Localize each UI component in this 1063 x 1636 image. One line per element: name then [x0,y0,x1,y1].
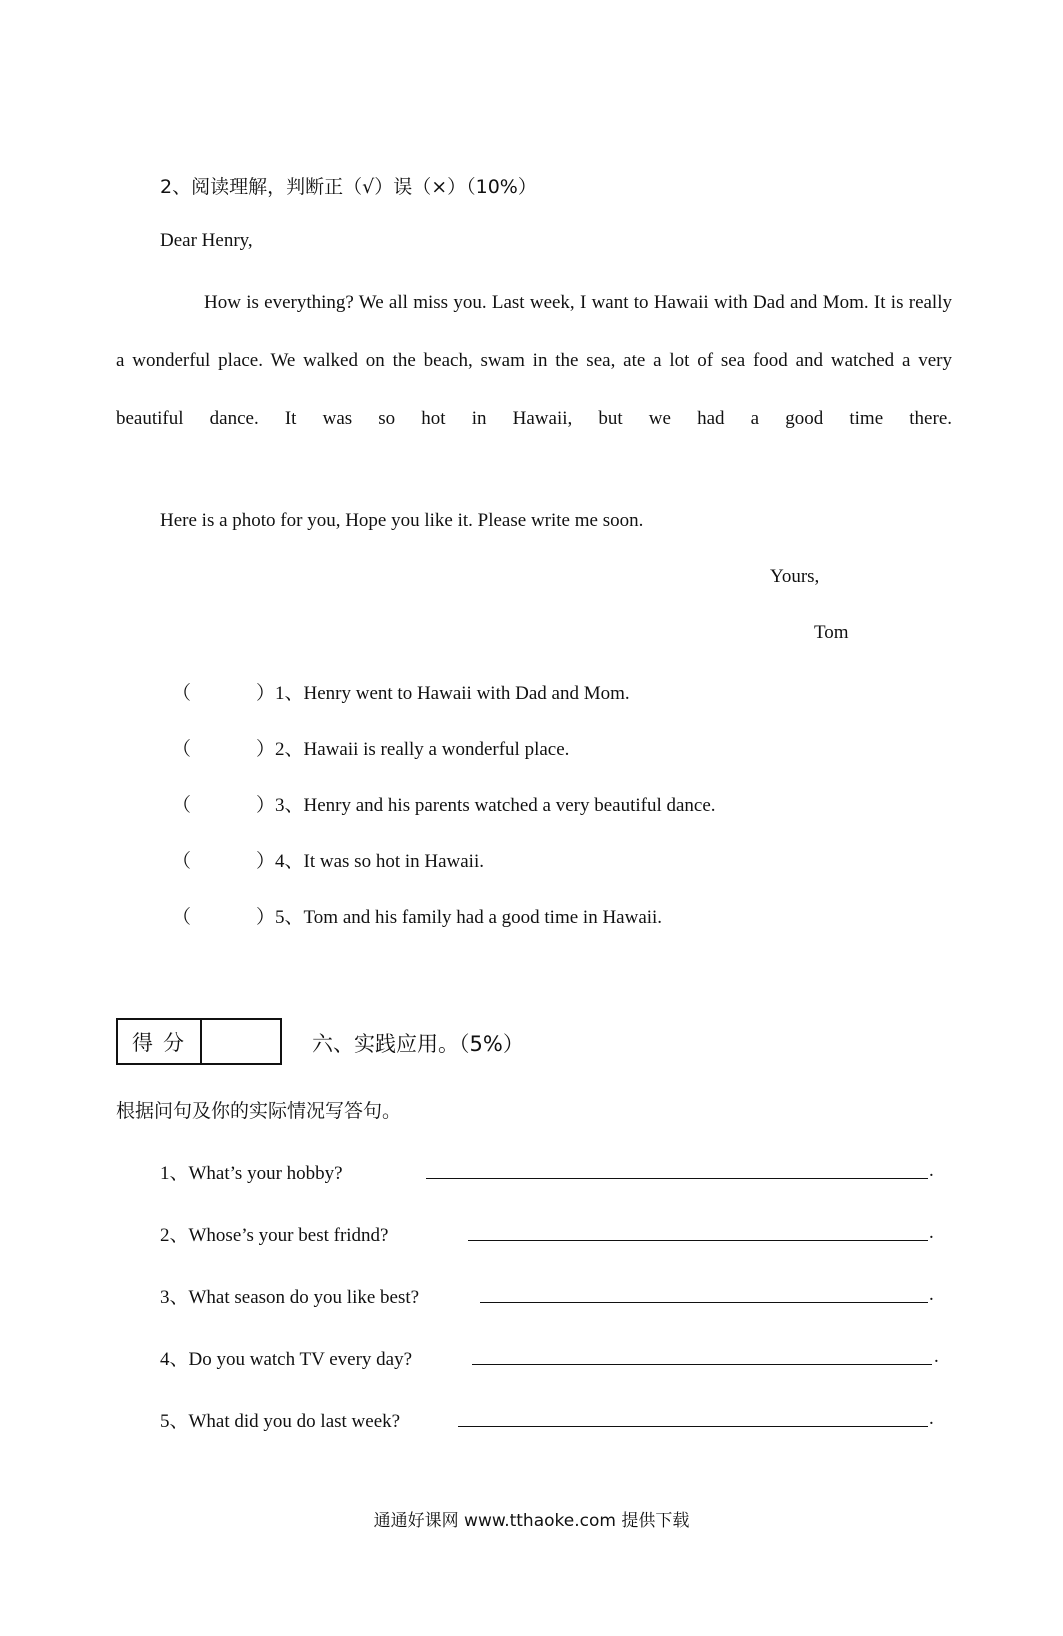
answer-line[interactable] [480,1302,928,1303]
letter-signoff: Yours, [770,566,820,587]
question-period: . [929,1284,934,1305]
question-text: 3、What season do you like best? [160,1287,420,1308]
answer-blank[interactable]: （ [172,907,192,928]
question-period: . [929,1222,934,1243]
score-label: 得分 [118,1020,202,1063]
page-footer: 通通好课网 www.tthaoke.com 提供下载 [373,1511,690,1531]
question-text: 5、What did you do last week? [160,1411,401,1432]
question-text: 2、Whose’s your best fridnd? [160,1225,389,1246]
statement-text: 5、Tom and his family had a good time in Hawaii. [275,907,663,928]
section-title: 六、实践应用。（5%） [312,1032,524,1056]
statement-row: （ ）3、Henry and his parents watched a very beautiful dance. [172,790,716,817]
answer-blank[interactable]: （ [172,795,192,816]
reading-heading: 2、阅读理解，判断正（√）误（×）（10%） [160,176,537,198]
statement-text: 2、Hawaii is really a wonderful place. [275,739,570,760]
letter-signature: Tom [814,622,849,643]
question-text: 1、What’s your hobby? [160,1163,343,1184]
answer-line[interactable] [426,1178,928,1179]
answer-line[interactable] [458,1426,928,1427]
letter-closing-line: Here is a photo for you, Hope you like it. Please write me soon. [160,510,644,531]
section-instruction: 根据问句及你的实际情况写答句。 [116,1100,402,1122]
answer-blank[interactable]: （ [172,683,192,704]
statement-row: （ ）2、Hawaii is really a wonderful place. [172,734,569,761]
statement-text: 3、Henry and his parents watched a very beautiful dance. [275,795,716,816]
score-value-cell[interactable] [202,1020,280,1063]
letter-salutation: Dear Henry, [160,230,253,251]
question-period: . [929,1408,934,1429]
answer-blank[interactable]: （ [172,739,192,760]
answer-line[interactable] [468,1240,928,1241]
statement-row: （ ）5、Tom and his family had a good time in Hawaii. [172,902,662,929]
statement-row: （ ）4、It was so hot in Hawaii. [172,846,484,873]
statement-text: 4、It was so hot in Hawaii. [275,851,484,872]
statement-row: （ ）1、Henry went to Hawaii with Dad and Mom. [172,678,630,705]
question-period: . [934,1346,939,1367]
answer-line[interactable] [472,1364,932,1365]
letter-body: How is everything? We all miss you. Last week, I want to Hawaii with Dad and Mom. It is really a wonderful place. We walked on the beach, swam in the sea, ate a lot of sea food and watched a very beautiful dance. It was so hot in Hawaii, but we had a good time there. [116,292,952,429]
answer-blank[interactable]: （ [172,851,192,872]
statement-text: 1、Henry went to Hawaii with Dad and Mom. [275,683,630,704]
score-box [116,1018,282,1065]
question-text: 4、Do you watch TV every day? [160,1349,413,1370]
question-period: . [929,1160,934,1181]
